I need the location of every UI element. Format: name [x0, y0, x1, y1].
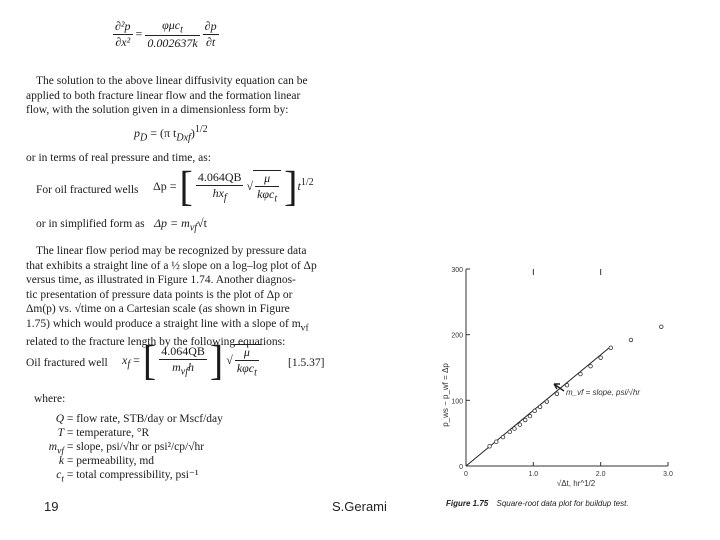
data-point [488, 445, 492, 449]
definition-symbol: m [48, 441, 58, 453]
definition-symbol: T [57, 427, 64, 439]
data-point [579, 372, 583, 376]
linear-line-5: Δm(p) vs. √time on a Cartesian scale (as shown in Figure [26, 303, 290, 315]
linear-line-7: related to the fracture length by the following equations: [26, 336, 286, 349]
oil-fraction [196, 170, 244, 203]
oil-delta-p: Δp = [153, 178, 177, 193]
oil-den: hx [212, 186, 224, 201]
diffusivity-mid [145, 18, 199, 51]
x-tick-label: 1.0 [528, 471, 539, 478]
definition-symbol: c [56, 469, 62, 481]
data-point [659, 325, 663, 329]
xf-lhs-sub: f [127, 359, 131, 371]
dimensionless-rhs: = (π t [150, 126, 177, 140]
diffusivity-mid-num: φμc [162, 18, 181, 32]
xf-fraction [159, 344, 207, 377]
oil-sqrt-den: kφc [257, 186, 275, 201]
intro-paragraph [26, 74, 346, 118]
diffusivity-equation: $\frac{\text{∂²p}}{\text{∂x²}}$ = $\frac{\varphi\mu c_t}{0.002637k}$ $\frac{\partial p}{\partial t}$ [115, 18, 217, 51]
oil-sqrt-num: μ [255, 171, 279, 187]
linear-line-4: tic presentation of pressure data points is the plot of Δp or [26, 288, 293, 301]
data-point [555, 392, 559, 396]
definition-symbol: k [58, 455, 64, 467]
data-point [609, 346, 613, 350]
linear-line-3: versus time, as illustrated in Figure 1.74. Another diagnos- [26, 274, 296, 286]
intro-line-2: applied to both fracture linear flow and the formation linear [26, 89, 301, 102]
definition-symbol-sub: vf [57, 445, 64, 457]
figure-caption-label: Figure 1.75 [446, 499, 489, 508]
data-point [528, 414, 532, 418]
diffusivity-lhs-num: ∂²p [115, 19, 131, 34]
y-axis-label: p_ws − p_wf = Δp [441, 363, 450, 427]
xf-reference: [1.5.37] [288, 357, 325, 369]
definition-text: = permeability, md [66, 455, 155, 467]
intro-line-1: The solution to the above linear diffusivity equation can be [36, 75, 308, 87]
diffusivity-rhs-den: ∂t [205, 35, 216, 50]
definition-symbol: Q [55, 413, 64, 425]
data-point [501, 435, 505, 439]
data-point [495, 440, 499, 444]
data-point [518, 423, 522, 427]
chart-axes [466, 269, 668, 466]
diffusivity-lhs-den: ∂x² [115, 35, 131, 50]
diffusivity-rhs-num: ∂p [204, 19, 217, 34]
data-point [538, 405, 542, 409]
data-point [513, 427, 517, 431]
data-point [565, 383, 569, 387]
terms-text: or in terms of real pressure and time, as: [26, 152, 211, 164]
simplified-sqrt-t: √t [197, 216, 207, 230]
definition-text: = total compressibility, psi⁻¹ [66, 469, 199, 481]
data-point [599, 356, 603, 360]
annotation-arrow-icon [554, 384, 564, 391]
dimensionless-close: ) [190, 126, 195, 140]
x-tick-label: 2.0 [595, 471, 606, 478]
xf-den-sub: vf [180, 366, 188, 378]
simplified-equation [154, 216, 207, 233]
definition-text: = temperature, °R [66, 427, 150, 439]
author-name: S.Gerami [332, 499, 387, 514]
xf-sqrt-den-sub: t [254, 367, 257, 379]
oil-power: 1/2 [300, 176, 314, 188]
dimensionless-equation [134, 124, 208, 143]
x-tick-label: 3.0 [663, 471, 673, 478]
xf-num: 4.064QB [161, 344, 205, 359]
x-axis-label: √Δt, hr^1/2 [556, 479, 596, 488]
where-label: where: [34, 393, 66, 405]
oil-num: 4.064QB [197, 170, 242, 185]
y-tick-label: 0 [459, 464, 463, 471]
page-number: 19 [44, 499, 59, 514]
definition-row [24, 454, 154, 468]
diffusivity-lhs [113, 19, 133, 50]
data-point [508, 430, 512, 434]
linear-flow-paragraph [26, 244, 346, 350]
data-point [629, 338, 633, 342]
definition-symbol-sub: t [61, 473, 64, 485]
x-tick-label: 0 [464, 471, 468, 478]
xf-label: Oil fractured well [26, 357, 108, 369]
xf-sqrt-den: kφc [236, 360, 255, 375]
data-point [545, 400, 549, 404]
data-point [589, 364, 593, 368]
oil-label: For oil fractured wells [36, 184, 139, 196]
linear-line-6: 1.75) which would produce a straight line with a slope of m [26, 317, 301, 330]
dimensionless-rhs-sub: Dxf [176, 132, 191, 144]
xf-den-h: h [188, 360, 194, 375]
diffusivity-mid-den: 0.002637k [147, 36, 198, 51]
slope-annotation: m_vf = slope, psi/√hr [566, 388, 640, 397]
xf-equation: $x_f$ = [ $\frac{4.064QB}{m_{vf}h}$ ] √ $\frac{\mu}{k\varphi c_t}$ [122, 341, 261, 381]
oil-den-sub: f [223, 192, 227, 204]
xf-lhs: x [122, 352, 128, 367]
oil-sqrt-den-sub: t [274, 193, 278, 205]
y-tick-label: 300 [451, 267, 463, 274]
figure-caption-text: Square-root data plot for buildup test. [496, 499, 629, 508]
dimensionless-p: p [134, 126, 140, 140]
diffusivity-mid-num-sub: t [180, 24, 183, 36]
data-point [533, 409, 537, 413]
figure-caption [446, 499, 629, 508]
simplified-lhs: Δp = m [154, 216, 190, 230]
oil-equation: Δp = [ $\frac{4.064QB}{hx_f}$ √ $\frac{\mu}{k\varphi c_t}$ ]$t^{1/2}$ [153, 162, 314, 211]
oil-t: t [297, 178, 301, 193]
simplified-label: or in simplified form as [36, 218, 145, 230]
intro-line-3: flow, with the solution given in a dimensionless form by: [26, 104, 289, 116]
xf-den: m [172, 360, 181, 375]
sqrt-time-plot [436, 255, 706, 525]
definition-text: = flow rate, STB/day or Mscf/day [66, 413, 223, 425]
y-tick-label: 200 [451, 332, 463, 340]
linear-line-6-sub: vf [300, 321, 309, 333]
y-tick-label: 100 [451, 398, 463, 406]
linear-line-1: The linear flow period may be recognized by pressure data [36, 245, 307, 257]
simplified-sub: vf [189, 222, 198, 234]
diffusivity-rhs [203, 19, 219, 50]
data-point [523, 418, 527, 422]
definition-text: = slope, psi/√hr or psi²/cp/√hr [66, 441, 205, 453]
xf-sqrt-num: μ [235, 345, 259, 361]
dimensionless-p-sub: D [140, 132, 148, 144]
linear-line-2: that exhibits a straight line of a ½ slope on a log–log plot of Δp [26, 259, 317, 272]
definition-row [24, 468, 198, 486]
definition-row [24, 412, 223, 426]
definition-row [24, 426, 149, 440]
dimensionless-power: 1/2 [194, 124, 208, 135]
